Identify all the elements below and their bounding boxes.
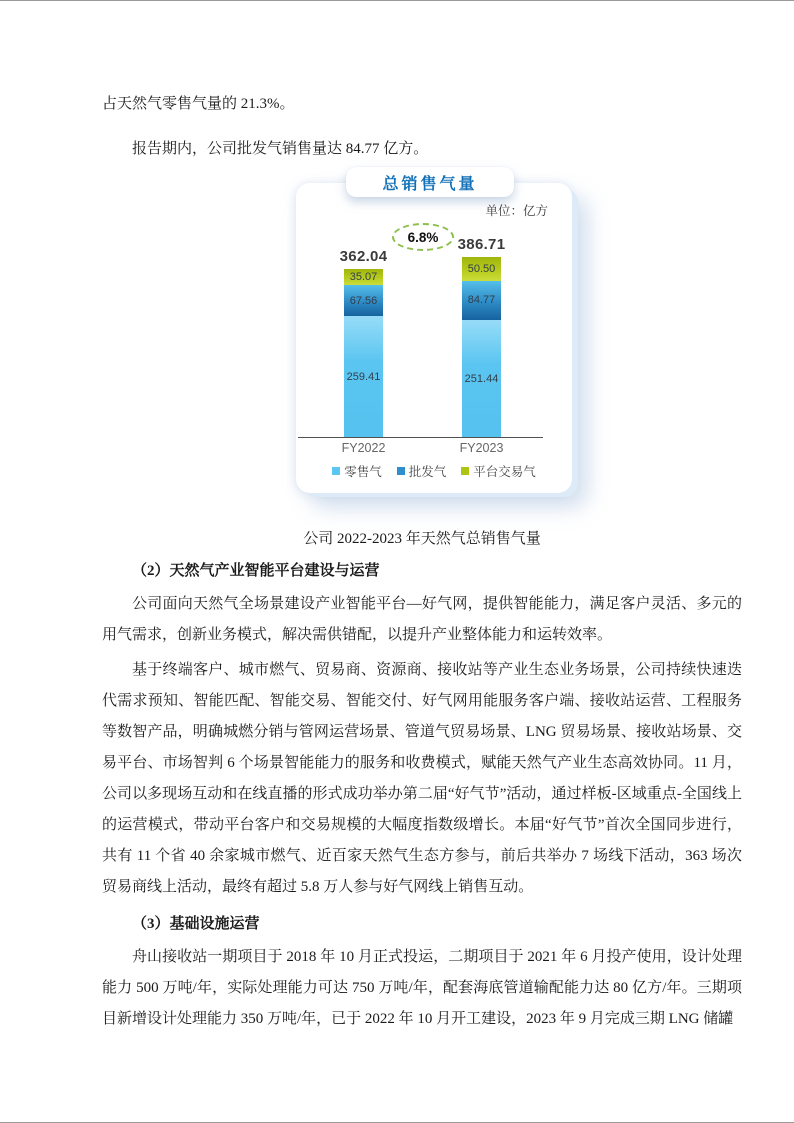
bar-segment-retail-gas: [462, 320, 501, 437]
paragraph-top-1: 占天然气零售气量的 21.3%。: [102, 96, 295, 112]
section-3-heading: （3）基础设施运营: [132, 916, 260, 932]
section-2-paragraph-1: 公司面向天然气全场景建设产业智能平台—好气网，提供智能能力，满足客户灵活、多元的用气需求，创新业务模式，解决需供错配，以提升产业整体能力和运转效率。: [102, 596, 742, 643]
legend-item: [461, 462, 536, 480]
chart-legend: [296, 462, 572, 480]
legend-label: 批发气: [408, 465, 447, 479]
bar-segment-platform-trading-gas: [344, 269, 383, 285]
segment-value-label: 35.07: [349, 270, 378, 283]
figure-caption: 公司 2022-2023 年天然气总销售气量: [303, 531, 541, 547]
section-2-paragraph-2: 基于终端客户、城市燃气、贸易商、资源商、接收站等产业生态业务场景，公司持续快速迭代需求预知、智能匹配、智能交易、智能交付、好气网用能服务客户端、接收站运营、工程服务等数智产品，明确城燃分销与管网运营场景、管道气贸易场景、LNG 贸易场景、接收站场景、交易平台、市场智判 6 个场景智能能力的服务和收费模式，赋能天然气产业生态高效协同。11 月，公司以多现场互动和在线直播的形式成功举办第二届“好气节”活动，通过样板-区域重点-全国线上的运营模式，带动平台客户和交易规模的大幅度指数级增长。本届“好气节”首次全国同步进行，共有 11 个省 40 余家城市燃气、近百家天然气生态方参与，前后共举办 7 场线下活动，363 场次贸易商线上活动，最终有超过 5.8 万人参与好气网线上销售互动。: [102, 662, 742, 895]
bar-total-label: 362.04: [339, 247, 388, 265]
legend-swatch: [397, 467, 405, 475]
growth-badge: 6.8%: [392, 223, 454, 251]
segment-value-label: 67.56: [349, 294, 378, 307]
bar-segment-wholesale-gas: [462, 281, 501, 320]
segment-value-label: 259.41: [346, 370, 381, 383]
legend-item: [332, 462, 382, 480]
paragraph-top-2: 报告期内，公司批发气销售量达 84.77 亿方。: [132, 141, 429, 157]
bar-segment-retail-gas: [344, 316, 383, 437]
chart-unit-label: 单位：亿方: [485, 204, 548, 218]
chart-title-label: 总销售气量: [382, 175, 478, 193]
bar-FY2023: [457, 236, 506, 437]
x-axis-labels: [296, 441, 572, 459]
legend-label: 零售气: [344, 465, 382, 479]
bar-FY2022: [339, 247, 388, 437]
segment-value-label: 50.50: [467, 262, 496, 275]
legend-label: 平台交易气: [473, 465, 536, 479]
x-axis-tick-label: FY2022: [341, 441, 386, 455]
chart-card: [296, 175, 572, 493]
section-2-heading: （2）天然气产业智能平台建设与运营: [132, 563, 380, 579]
section-3-paragraph-1: 舟山接收站一期项目于 2018 年 10 月正式投运，二期项目于 2021 年 6 月投产使用，设计处理能力 500 万吨/年，实际处理能力可达 750 万吨/年，配套海底管道输配能力达 80 亿方/年。三期项目新增设计处理能力 350 万吨/年，已于 2022 年 10 月开工建设，2023 年 9 月完成三期 LNG 储罐: [102, 949, 742, 1027]
x-axis-tick-label: FY2023: [459, 441, 504, 455]
x-axis-line: [298, 437, 543, 439]
bar-segment-wholesale-gas: [344, 285, 383, 316]
chart-plot-area: [296, 185, 572, 437]
segment-value-label: 84.77: [467, 294, 496, 307]
bar-total-label: 386.71: [457, 236, 506, 254]
legend-swatch: [461, 467, 469, 475]
chart-figure: [296, 175, 572, 511]
legend-item: [397, 462, 447, 480]
legend-swatch: [332, 467, 340, 475]
bar-segment-platform-trading-gas: [462, 257, 501, 281]
segment-value-label: 251.44: [464, 372, 499, 385]
